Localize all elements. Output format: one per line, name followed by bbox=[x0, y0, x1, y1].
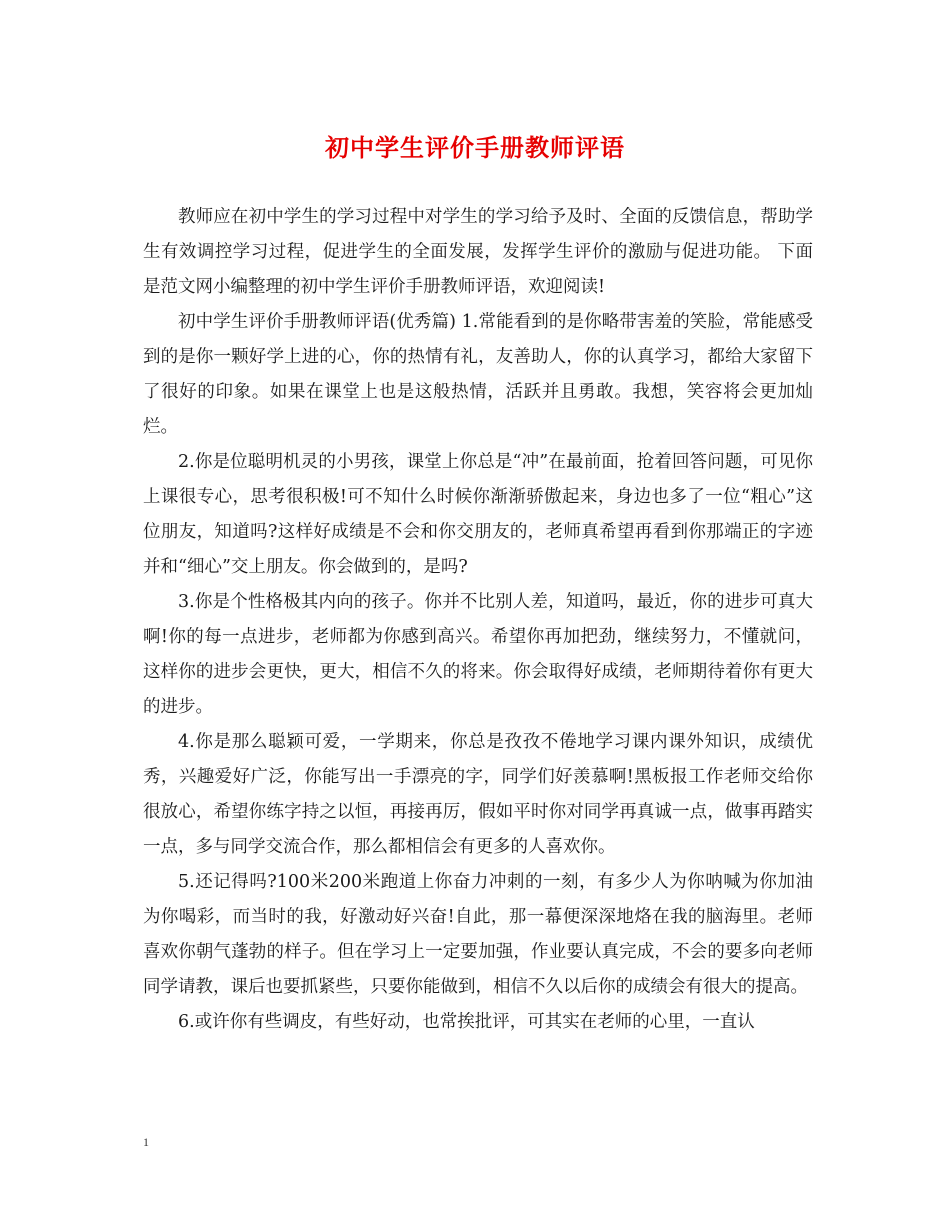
page-number: 1 bbox=[143, 1135, 149, 1149]
paragraph-intro: 教师应在初中学生的学习过程中对学生的学习给予及时、全面的反馈信息，帮助学生有效调控学习过程，促进学生的全面发展，发挥学生评价的激励与促进功能。 下面是范文网小编整理的初中学生评价手册教师评语，欢迎阅读! bbox=[143, 207, 813, 297]
paragraph-comment-3: 3.你是个性格极其内向的孩子。你并不比别人差，知道吗，最近，你的进步可真大啊!你的每一点进步，老师都为你感到高兴。希望你再加把劲，继续努力，不懂就问，这样你的进步会更快，更大，相信不久的将来。你会取得好成绩，老师期待着你有更大的进步。 bbox=[143, 592, 813, 717]
document-title: 初中学生评价手册教师评语 bbox=[325, 133, 625, 162]
document-body bbox=[143, 200, 813, 1040]
paragraph-comment-1: 初中学生评价手册教师评语(优秀篇) 1.常能看到的是你略带害羞的笑脸，常能感受到的是你一颗好学上进的心，你的热情有礼，友善助人，你的认真学习，都给大家留下了很好的印象。如果在课堂上也是这般热情，活跃并且勇敢。我想，笑容将会更加灿烂。 bbox=[143, 312, 813, 437]
paragraph-comment-2: 2.你是位聪明机灵的小男孩，课堂上你总是“冲”在最前面，抢着回答问题，可见你上课很专心，思考很积极!可不知什么时候你渐渐骄傲起来，身边也多了一位“粗心”这位朋友，知道吗?这样好成绩是不会和你交朋友的，老师真希望再看到你那端正的字迹并和“细心”交上朋友。你会做到的，是吗? bbox=[143, 452, 813, 577]
paragraph-comment-4: 4.你是那么聪颖可爱，一学期来，你总是孜孜不倦地学习课内课外知识，成绩优秀，兴趣爱好广泛，你能写出一手漂亮的字，同学们好羡慕啊!黑板报工作老师交给你很放心，希望你练字持之以恒，再接再厉，假如平时你对同学再真诚一点，做事再踏实一点，多与同学交流合作，那么都相信会有更多的人喜欢你。 bbox=[143, 732, 813, 857]
paragraph-comment-6: 6.或许你有些调皮，有些好动，也常挨批评，可其实在老师的心里，一直认 bbox=[178, 1012, 755, 1032]
paragraph-comment-5: 5.还记得吗?100米200米跑道上你奋力冲刺的一刻，有多少人为你呐喊为你加油为你喝彩，而当时的我，好激动好兴奋!自此，那一幕便深深地烙在我的脑海里。老师喜欢你朝气蓬勃的样子。但在学习上一定要加强，作业要认真完成，不会的要多向老师同学请教，课后也要抓紧些，只要你能做到，相信不久以后你的成绩会有很大的提高。 bbox=[143, 872, 813, 997]
